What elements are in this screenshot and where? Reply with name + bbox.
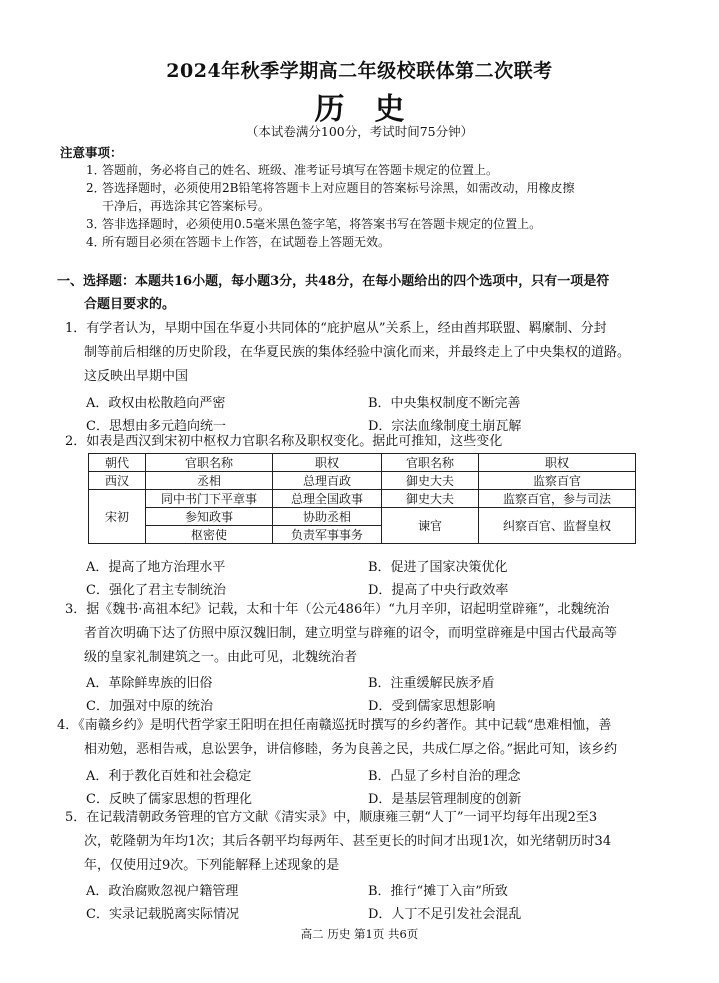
- option-d: D．提高了中央行政效率: [368, 583, 509, 598]
- option-a: A．政权由松散趋向严密: [86, 396, 226, 411]
- option-c: C．加强对中原的统治: [86, 699, 213, 714]
- option-c: C．强化了君主专制统治: [86, 583, 226, 598]
- table-header-row: 朝代 官职名称 职权 官职名称 职权: [89, 454, 636, 472]
- section-heading: 一、选择题：本题共16小题，每小题3分，共48分，在每小题给出的四个选项中，只有一项是符 合题目要求的。: [57, 274, 610, 312]
- offices-table: [88, 453, 636, 544]
- option-b: B．凸显了乡村自治的理念: [368, 769, 521, 784]
- option-a: A．利于教化百姓和社会稳定: [86, 769, 252, 784]
- table-row: 枢密使 负责军事事务: [89, 526, 636, 544]
- subject-title: 历史: [314, 92, 435, 127]
- option-c: C．思想由多元趋向统一: [86, 419, 226, 434]
- option-d: D．是基层管理制度的创新: [368, 792, 522, 807]
- option-d: D．宗法血缘制度土崩瓦解: [368, 419, 522, 434]
- option-a: A．政治腐败忽视户籍管理: [86, 884, 239, 899]
- exam-info: （本试卷满分100分，考试时间75分钟）: [245, 124, 474, 139]
- option-b: B．推行“摊丁入亩”所致: [368, 884, 508, 899]
- table-row: 西汉 丞相 总理百政 御史大夫 监察百官: [89, 472, 636, 490]
- notice-heading: 注意事项：: [60, 145, 123, 160]
- exam-page: 2024年秋季学期高二年级校联体第二次联考 历史 （本试卷满分100分，考试时间75分钟） 注意事项： 1． 答题前，务必将自己的姓名、班级、准考证号填写在答题卡规定的位置上。 2． 答选择题时，必须使用2B铅笔将答题卡上对应题目的答案标号涂黑，如需改动，用橡皮擦 干净后，再选涂其它答案标号。 3． 答非选择题时，必须使用0.5毫米黑色签字笔，将答案书写在答题卡规定的位置上。 4． 所有题目必须在答题卡上作答，在试题卷上答题无效。 一、选择题：本题共16小题，每小题3分，共48分，在每小题给出的四个选项中，只有一项是符 合题目要求的。 1．有学者认为，早期中国在华夏小共同体的“庇护扈从”关系上，经由酋邦联盟、羁縻制、分封 制等前后相继的历史阶段，在华夏民族的集体经验中演化而来，并最终走上了中央集权的道路。 这反映出早期中国 A．政权由松散趋向严密 B．中央集权制度不断完善 C．思想由多元趋向统一 D．宗法血缘制度土崩瓦解 2．如表是西汉到宋初中枢权力官职名称及职权变化。据此可推知，这些变化 朝代 官职名称 职权 官职名称 职权 西汉 丞相 总理百政 御史大夫 监察百官 宋初 同中书门下平章事 总理全国政事 御史大夫 监察百官，参与司法 参知政事 协助丞相 谏官 纠察百官、监督皇权 枢密使 负责军事事务 A．提高了地方治理水平 B．促进了国家决策优化 C．强化了君主专制统治 D．提高了中央行政效率 3．据《魏书·高祖本纪》记载，太和十年（公元486年）“九月辛卯，诏起明堂辟雍”，北魏统治 者首次明确下达了仿照中原汉魏旧制，建立明堂与辟雍的诏令，而明堂辟雍是中国古代最高等 级的皇家礼制建筑之一。由此可见，北魏统治者 A．革除鲜卑族的旧俗 B．注重缓解民族矛盾 C．加强对中原的统治 D．受到儒家思想影响 4．《南赣乡约》是明代哲学家王阳明在担任南赣巡抚时撰写的乡约著作。其中记载“患难相恤，善 相劝勉，恶相告戒，息讼罢争，讲信修睦，务为良善之民，共成仁厚之俗。”据此可知，该乡约 A．利于教化百姓和社会稳定 B．凸显了乡村自治的理念 C．反映了儒家思想的哲理化 D．是基层管理制度的创新 5．在记载清朝政务管理的官方文献《清实录》中，顺康雍三朝“人丁”一词平均每年出现2至3 次，乾隆朝为年均1次；其后各朝平均每两年、甚至更长的时间才出现1次，如光绪朝历时34 年，仅使用过9次。下列能解释上述现象的是 A．政治腐败忽视户籍管理 B．推行“摊丁入亩”所致 C．实录记载脱离实际情况 D．人丁不足引发社会混乱 高二 历史 第1页 共6页: [0, 0, 719, 983]
- option-d: D．受到儒家思想影响: [368, 699, 496, 714]
- option-c: C．反映了儒家思想的哲理化: [86, 792, 252, 807]
- page-footer: 高二 历史 第1页 共6页: [300, 927, 419, 941]
- option-a: A．提高了地方治理水平: [86, 560, 226, 575]
- option-b: B．中央集权制度不断完善: [368, 396, 521, 411]
- option-c: C．实录记载脱离实际情况: [86, 907, 239, 922]
- option-a: A．革除鲜卑族的旧俗: [86, 676, 213, 691]
- option-d: D．人丁不足引发社会混乱: [368, 907, 522, 922]
- table-row: 宋初 同中书门下平章事 总理全国政事 御史大夫 监察百官，参与司法: [89, 490, 636, 508]
- exam-title: 2024年秋季学期高二年级校联体第二次联考: [166, 60, 553, 82]
- option-b: B．注重缓解民族矛盾: [368, 676, 495, 691]
- option-b: B．促进了国家决策优化: [368, 560, 508, 575]
- table-row: 参知政事 协助丞相 谏官 纠察百官、监督皇权: [89, 508, 636, 526]
